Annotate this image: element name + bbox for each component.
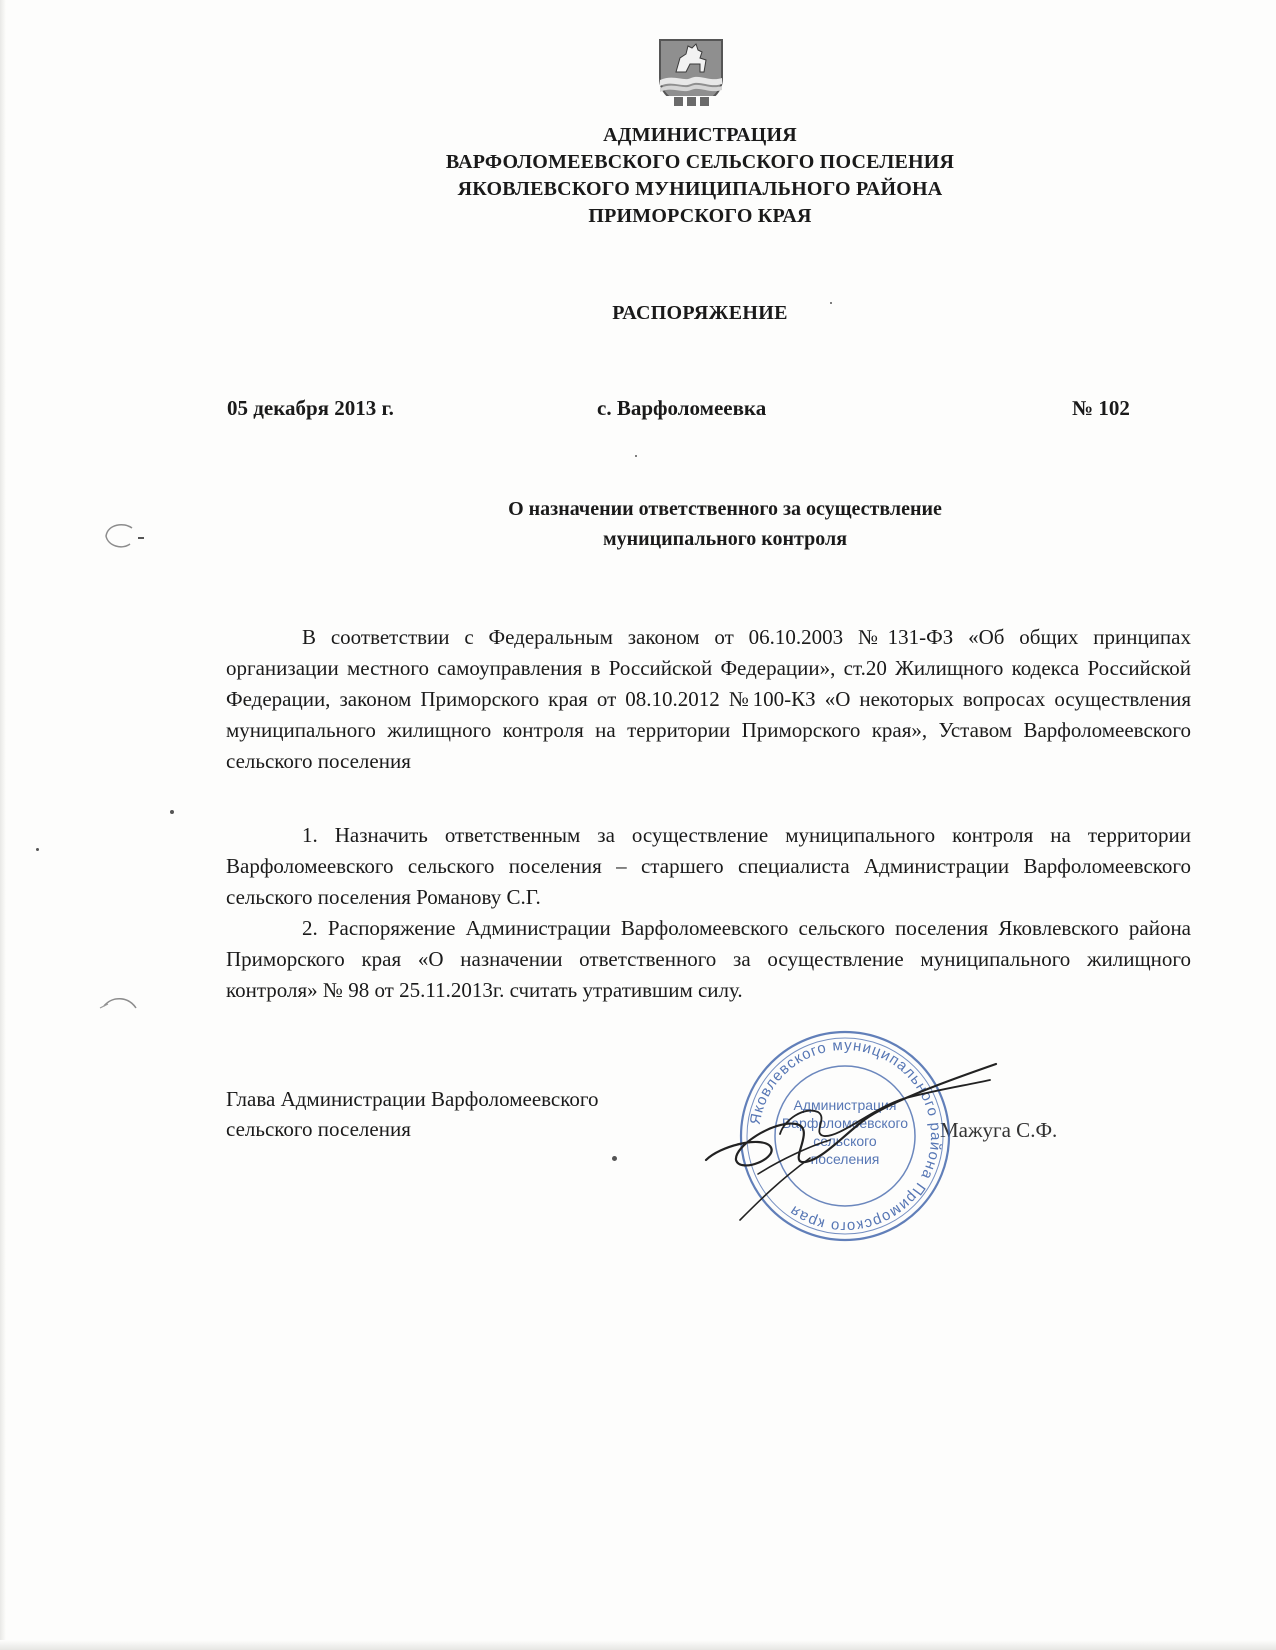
- organization-header: [330, 122, 1070, 230]
- order-item: 2. Распоряжение Администрации Варфоломеевского сельского поселения Яковлевского района Приморского края «О назначении ответственного за осуществление муниципального жилищного контроля» № 98 от 25.11.2013г. считать утратившим силу.: [226, 916, 1191, 1002]
- order-item: 1. Назначить ответственным за осуществление муниципального контроля на территории Варфоломеевского сельского поселения – старшего специалиста Администрации Варфоломеевского сельского поселения Романову С.Г.: [226, 823, 1191, 909]
- org-line: АДМИНИСТРАЦИЯ: [603, 124, 797, 146]
- page-edge-shadow: [0, 0, 6, 1650]
- org-line: ПРИМОРСКОГО КРАЯ: [588, 205, 812, 227]
- signatory-title-line: Глава Администрации Варфоломеевского: [226, 1087, 599, 1111]
- stamp-center-line: поселения: [810, 1151, 880, 1167]
- order-items: [226, 820, 1191, 1006]
- punch-hole-mark: [98, 990, 142, 1020]
- document-number: № 102: [1072, 396, 1130, 420]
- page-bottom-shadow: [0, 1640, 1276, 1650]
- org-line: ВАРФОЛОМЕЕВСКОГО СЕЛЬСКОГО ПОСЕЛЕНИЯ: [445, 151, 955, 173]
- scan-speck: [635, 455, 637, 457]
- document-place: с. Варфоломеевка: [597, 396, 767, 420]
- document-subject: [430, 494, 1020, 554]
- document-type-title: РАСПОРЯЖЕНИЕ: [612, 302, 788, 324]
- scan-speck: [612, 1156, 617, 1161]
- preamble-paragraph: В соответствии с Федеральным законом от 06.10.2003 №131-ФЗ «Об общих принципах организации местного самоуправления в Российской Федерации», ст.20 Жилищного кодекса Российской Федерации, законом Приморского края от 08.10.2012 №100-КЗ «О некоторых вопросах осуществления муниципального жилищного контроля на территории Приморского края», Уставом Варфоломеевского сельского поселения: [226, 625, 1191, 773]
- stamp-center-line: Администрация: [793, 1097, 897, 1113]
- stamp-center-line: сельского: [813, 1133, 877, 1149]
- stamp-center-line: Варфоломеевского: [781, 1115, 909, 1131]
- coat-of-arms-emblem: [656, 36, 726, 108]
- scan-speck: [170, 810, 174, 814]
- preamble-section: [226, 622, 1191, 777]
- subject-line: О назначении ответственного за осуществление: [508, 498, 942, 520]
- scan-speck: [36, 848, 39, 851]
- signatory-name: Мажуга С.Ф.: [940, 1118, 1058, 1142]
- org-line: ЯКОВЛЕВСКОГО МУНИЦИПАЛЬНОГО РАЙОНА: [457, 178, 943, 200]
- subject-line: муниципального контроля: [602, 528, 848, 550]
- stamp-ring-text: Яковлевского муниципального района Приморского края: [746, 1036, 945, 1236]
- punch-hole-mark: [102, 522, 146, 552]
- document-date: 05 декабря 2013 г.: [227, 396, 394, 420]
- signatory-title: [226, 1084, 598, 1144]
- handwritten-signature: [700, 1050, 1010, 1230]
- signatory-title-line: сельского поселения: [226, 1117, 411, 1141]
